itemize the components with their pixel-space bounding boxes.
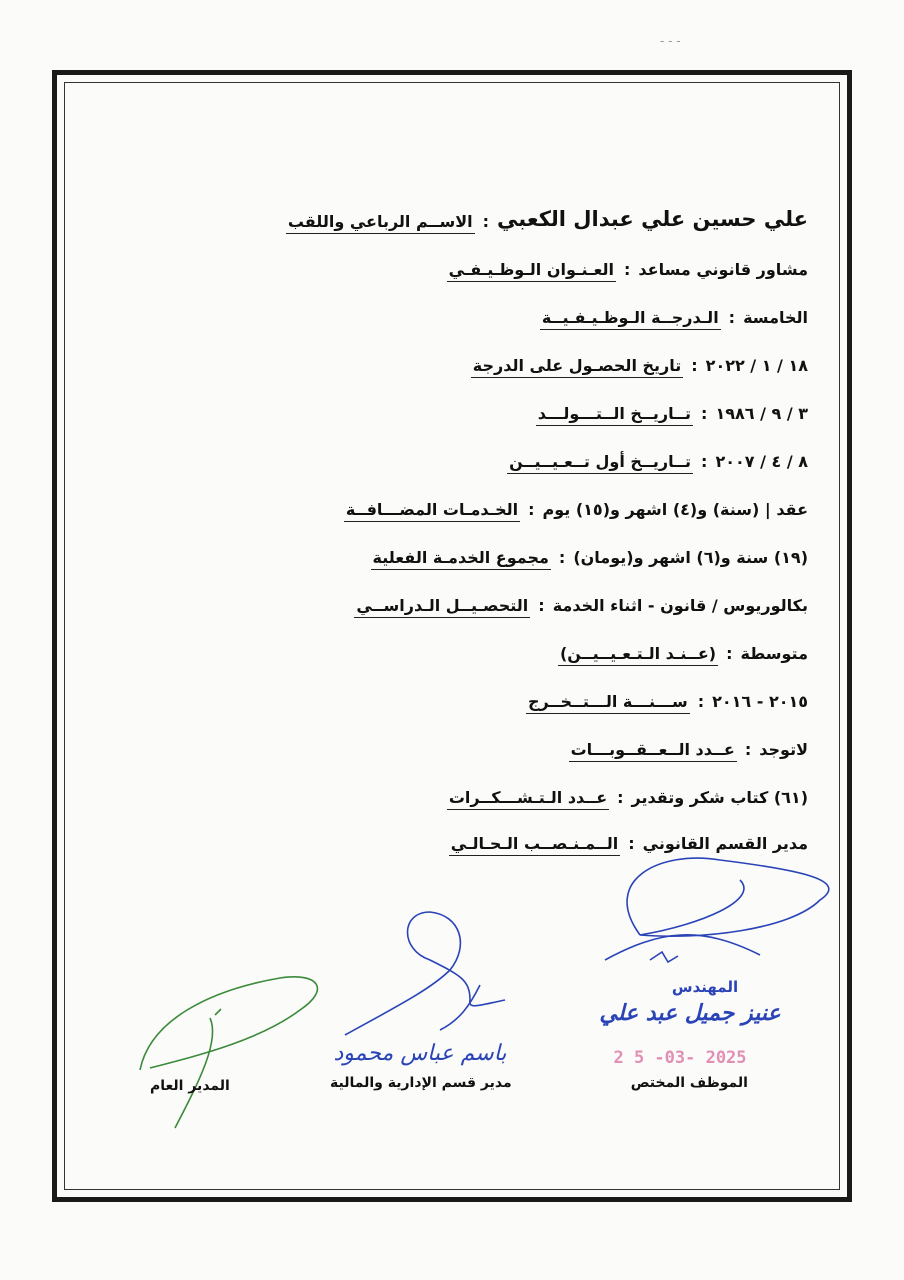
field-row <box>526 680 808 714</box>
svg-text:المهندس: المهندس <box>671 978 739 996</box>
field-colon: : <box>538 596 545 615</box>
field-value: ١٨ / ١ / ٢٠٢٢ <box>705 356 808 375</box>
field-row <box>449 822 808 856</box>
field-row <box>540 296 808 330</box>
field-value: بكالوريوس / قانون - اثناء الخدمة <box>552 596 808 615</box>
field-value: الخامسة <box>743 308 808 327</box>
field-value: مدير القسم القانوني <box>642 834 808 853</box>
field-row <box>569 728 808 762</box>
field-label: التحصـيــل الـدراســي <box>354 596 530 618</box>
field-value: متوسطة <box>740 644 808 663</box>
field-colon: : <box>624 260 631 279</box>
field-row <box>447 248 808 282</box>
field-value: علي حسين علي عبدال الكعبي <box>497 207 808 231</box>
admin-signature-label: مدير قسم الإدارية والمالية <box>330 1075 512 1091</box>
svg-text:عنيز جميل عبد علي: عنيز جميل عبد علي <box>599 1001 781 1026</box>
field-label: عــدد الــعــقــوبـــات <box>569 740 737 762</box>
field-label: الــمـنـصــب الـحـالـي <box>449 834 620 856</box>
field-label: مجموع الخدمـة الفعلية <box>371 548 551 570</box>
field-colon: : <box>482 212 490 231</box>
field-colon: : <box>744 740 752 759</box>
field-label: تــاريــخ أول تــعـيــيــن <box>507 452 693 474</box>
field-colon: : <box>628 834 635 853</box>
field-colon: : <box>701 404 708 423</box>
field-colon: : <box>726 644 733 663</box>
field-colon: : <box>558 548 566 567</box>
field-colon: : <box>528 500 535 519</box>
field-row <box>371 536 809 570</box>
field-label: الخـدمـات المضـــافــة <box>344 500 520 522</box>
field-value: (١٩) سنة و(٦) اشهر و(يومان) <box>573 548 808 567</box>
field-row <box>447 776 808 810</box>
field-label: عــدد الـتـشـــكــرات <box>447 788 609 810</box>
field-value: ٨ / ٤ / ٢٠٠٧ <box>715 452 808 471</box>
field-row <box>354 584 808 618</box>
field-row <box>286 200 808 234</box>
svg-text:2 5 -03- 2025: 2 5 -03- 2025 <box>613 1048 747 1068</box>
director-signature-label: المدير العام <box>150 1078 230 1094</box>
field-value: (٦١) كتاب شكر وتقدير <box>631 788 808 807</box>
field-value: لاتوجد <box>759 740 808 759</box>
field-label: تاريخ الحصـول على الدرجة <box>471 356 683 378</box>
field-label: العـنـوان الـوظـيـفـي <box>447 260 616 282</box>
field-value: مشاور قانوني مساعد <box>638 260 808 279</box>
field-colon: : <box>728 308 736 327</box>
field-row <box>344 488 808 522</box>
field-row <box>558 632 808 666</box>
field-label: ســـنـــة الـــتــخــرج <box>526 692 690 714</box>
employee-signature-label: الموظف المختص <box>630 1075 748 1091</box>
field-row <box>507 440 808 474</box>
field-label: (عــنـد الـتـعـيــيــن) <box>558 644 718 666</box>
field-value: ٢٠١٥ - ٢٠١٦ <box>712 692 808 711</box>
field-row <box>536 392 808 426</box>
field-colon: : <box>697 692 705 711</box>
field-colon: : <box>701 452 708 471</box>
svg-text:باسم عباس محمود: باسم عباس محمود <box>333 1041 507 1066</box>
field-colon: : <box>691 356 698 375</box>
field-colon: : <box>617 788 624 807</box>
field-value: ٣ / ٩ / ١٩٨٦ <box>715 404 808 423</box>
field-label: الـدرجــة الـوظـيـفـيــة <box>540 308 721 330</box>
field-row <box>471 344 808 378</box>
field-value: عقد | (سنة) و(٤) اشهر و(١٥) يوم <box>542 500 808 519</box>
field-label: تــاريــخ الــتـــولـــد <box>536 404 693 426</box>
top-marks: - - - <box>660 34 681 48</box>
field-label: الاســم الرباعي واللقب <box>286 212 475 234</box>
